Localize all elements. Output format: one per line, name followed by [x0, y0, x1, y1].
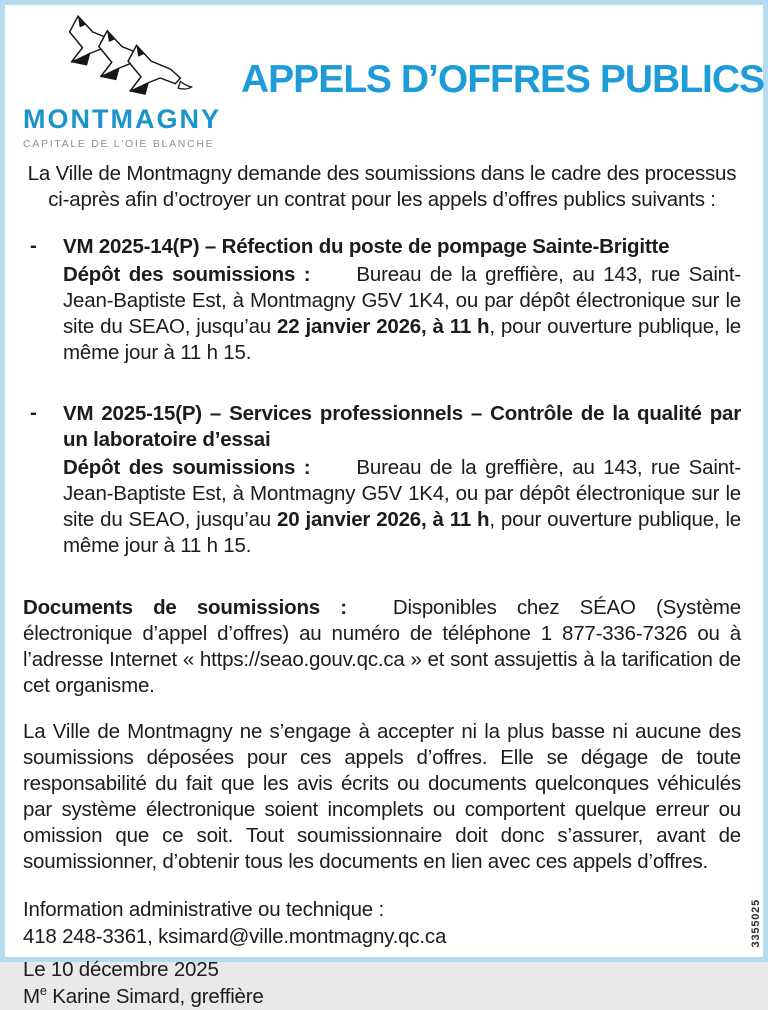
deadline-date: 22 janvier 2026, à 11 h [277, 314, 490, 338]
contact-heading: Information administrative ou technique : [23, 897, 385, 921]
deadline-date: 20 janvier 2026, à 11 h [277, 508, 490, 531]
signature-title-superscript: e [39, 982, 47, 998]
documents-label: Documents de soumissions : [23, 595, 347, 619]
page-title: APPELS D’OFFRES PUBLICS [241, 57, 765, 101]
tender-content [63, 234, 741, 387]
deposit-text: Bureau de la greffière, au 143, rue Saint-Jean-Baptiste Est, à Montmagny G5V 1K4, ou par dépôt électronique sur le site du SEAO, jusqu’au [63, 262, 742, 338]
three-geese-icon [25, 15, 230, 105]
deposit-text: Bureau de la greffière, au 143, rue Saint-Jean-Baptiste Est, à Montmagny G5V 1K4, ou par dépôt électronique sur le site du SEAO, jusqu’au [63, 456, 742, 531]
documents-paragraph [23, 595, 741, 699]
tender-deposit-paragraph [63, 455, 741, 559]
signature-name: Karine Simard, greffière [52, 984, 264, 1008]
notice-date: Le 10 décembre 2025 [23, 957, 219, 981]
contact-block [23, 896, 741, 950]
deposit-label: Dépôt des soumissions : [63, 262, 311, 286]
deposit-text-after: , pour ouverture publique, le même jour à 11 h 15. [63, 314, 741, 364]
tender-title: VM 2025-15(P) – Services professionnels – Contrôle de la qualité par un laboratoire d’essai [63, 402, 741, 451]
list-dash-bullet: - [30, 233, 37, 257]
documents-text: Disponibles chez SÉAO (Système électronique d’appel d’offres) au numéro de téléphone 1 877-336-7326 ou à l’adresse Internet « https://seao.gouv.qc.ca » et sont assujettis à la tarification de cet organisme. [23, 595, 742, 697]
notice-header [23, 15, 765, 150]
title-area [241, 58, 766, 102]
tender-content [63, 401, 741, 580]
tender-deposit-paragraph [63, 262, 741, 366]
deposit-label: Dépôt des soumissions : [63, 456, 311, 479]
intro-paragraph: La Ville de Montmagny demande des soumissions dans le cadre des processus ci-après afin d’octroyer un contrat pour les appels d’offres publics suivants : [27, 162, 737, 211]
signature-title-prefix: M [23, 984, 40, 1008]
montmagny-logo [23, 15, 241, 150]
disclaimer-paragraph: La Ville de Montmagny ne s’engage à accepter ni la plus basse ni aucune des soumissions déposées pour ces appels d’offres. Elle se dégage de toute responsabilité du fait que les avis écrits ou documents quelconques véhiculés par système électronique soient incomplets ou comportent quelque erreur ou omission que ce soit. Tout soumissionnaire doit donc s’assurer, avant de soumissionner, d’obtenir tous les documents en lien avec ces appels d’offres. [23, 720, 741, 873]
deposit-text-after: , pour ouverture publique, le même jour à 11 h 15. [63, 508, 741, 557]
tender-item-vm-2025-14 [23, 234, 741, 387]
signature-line [23, 983, 741, 1010]
logo-tagline: CAPITALE DE L'OIE BLANCHE [23, 138, 215, 150]
tender-title: VM 2025-14(P) – Réfection du poste de pompage Sainte-Brigitte [63, 234, 670, 258]
contact-phone-email: 418 248-3361, ksimard@ville.montmagny.qc.ca [23, 924, 447, 948]
list-dash-bullet: - [30, 401, 37, 424]
logo-wordmark: MONTMAGNY [23, 104, 221, 134]
ad-reference-number: 3355025 [750, 898, 762, 947]
tender-item-vm-2025-15 [23, 401, 741, 580]
